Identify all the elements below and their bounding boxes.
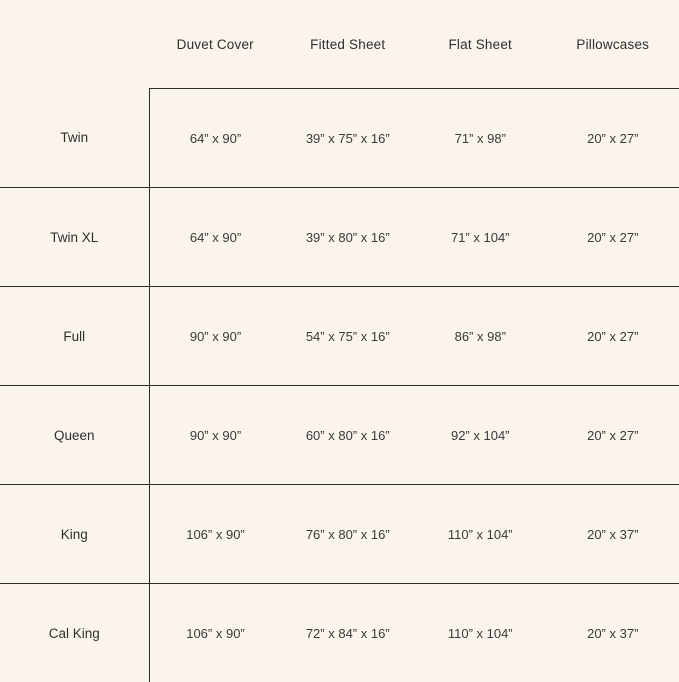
table-row [0,89,679,188]
row-label-cal-king: Cal King [0,584,149,682]
cell-twin-pillowcases: 20” x 27” [547,89,679,188]
row-label-twin: Twin [0,89,149,188]
cell-cal-king-fitted-sheet: 72” x 84” x 16” [282,584,415,682]
column-header-pillowcases: Pillowcases [547,0,679,89]
row-label-queen: Queen [0,386,149,485]
cell-full-duvet-cover: 90” x 90” [149,287,282,386]
cell-full-fitted-sheet: 54” x 75” x 16” [282,287,415,386]
cell-queen-pillowcases: 20” x 27” [547,386,679,485]
cell-queen-flat-sheet: 92” x 104” [414,386,547,485]
table-body [0,89,679,682]
table-row [0,386,679,485]
column-header-duvet-cover: Duvet Cover [149,0,282,89]
cell-king-flat-sheet: 110” x 104” [414,485,547,584]
table-row [0,188,679,287]
column-header-fitted-sheet: Fitted Sheet [282,0,415,89]
cell-king-duvet-cover: 106” x 90” [149,485,282,584]
table-header-row [0,0,679,89]
cell-cal-king-flat-sheet: 110” x 104” [414,584,547,682]
table-corner-cell [0,0,149,89]
table-row [0,287,679,386]
table-row [0,485,679,584]
cell-twin-xl-duvet-cover: 64” x 90” [149,188,282,287]
cell-cal-king-duvet-cover: 106” x 90” [149,584,282,682]
cell-twin-xl-pillowcases: 20” x 27” [547,188,679,287]
cell-twin-duvet-cover: 64” x 90” [149,89,282,188]
cell-full-flat-sheet: 86” x 98” [414,287,547,386]
cell-queen-fitted-sheet: 60” x 80” x 16” [282,386,415,485]
cell-queen-duvet-cover: 90” x 90” [149,386,282,485]
cell-twin-fitted-sheet: 39” x 75” x 16” [282,89,415,188]
cell-king-fitted-sheet: 76” x 80” x 16” [282,485,415,584]
row-label-twin-xl: Twin XL [0,188,149,287]
cell-twin-xl-flat-sheet: 71” x 104” [414,188,547,287]
cell-full-pillowcases: 20” x 27” [547,287,679,386]
cell-cal-king-pillowcases: 20” x 37” [547,584,679,682]
cell-twin-xl-fitted-sheet: 39” x 80” x 16” [282,188,415,287]
table-row [0,584,679,682]
cell-twin-flat-sheet: 71” x 98” [414,89,547,188]
row-label-king: King [0,485,149,584]
column-header-flat-sheet: Flat Sheet [414,0,547,89]
row-label-full: Full [0,287,149,386]
cell-king-pillowcases: 20” x 37” [547,485,679,584]
